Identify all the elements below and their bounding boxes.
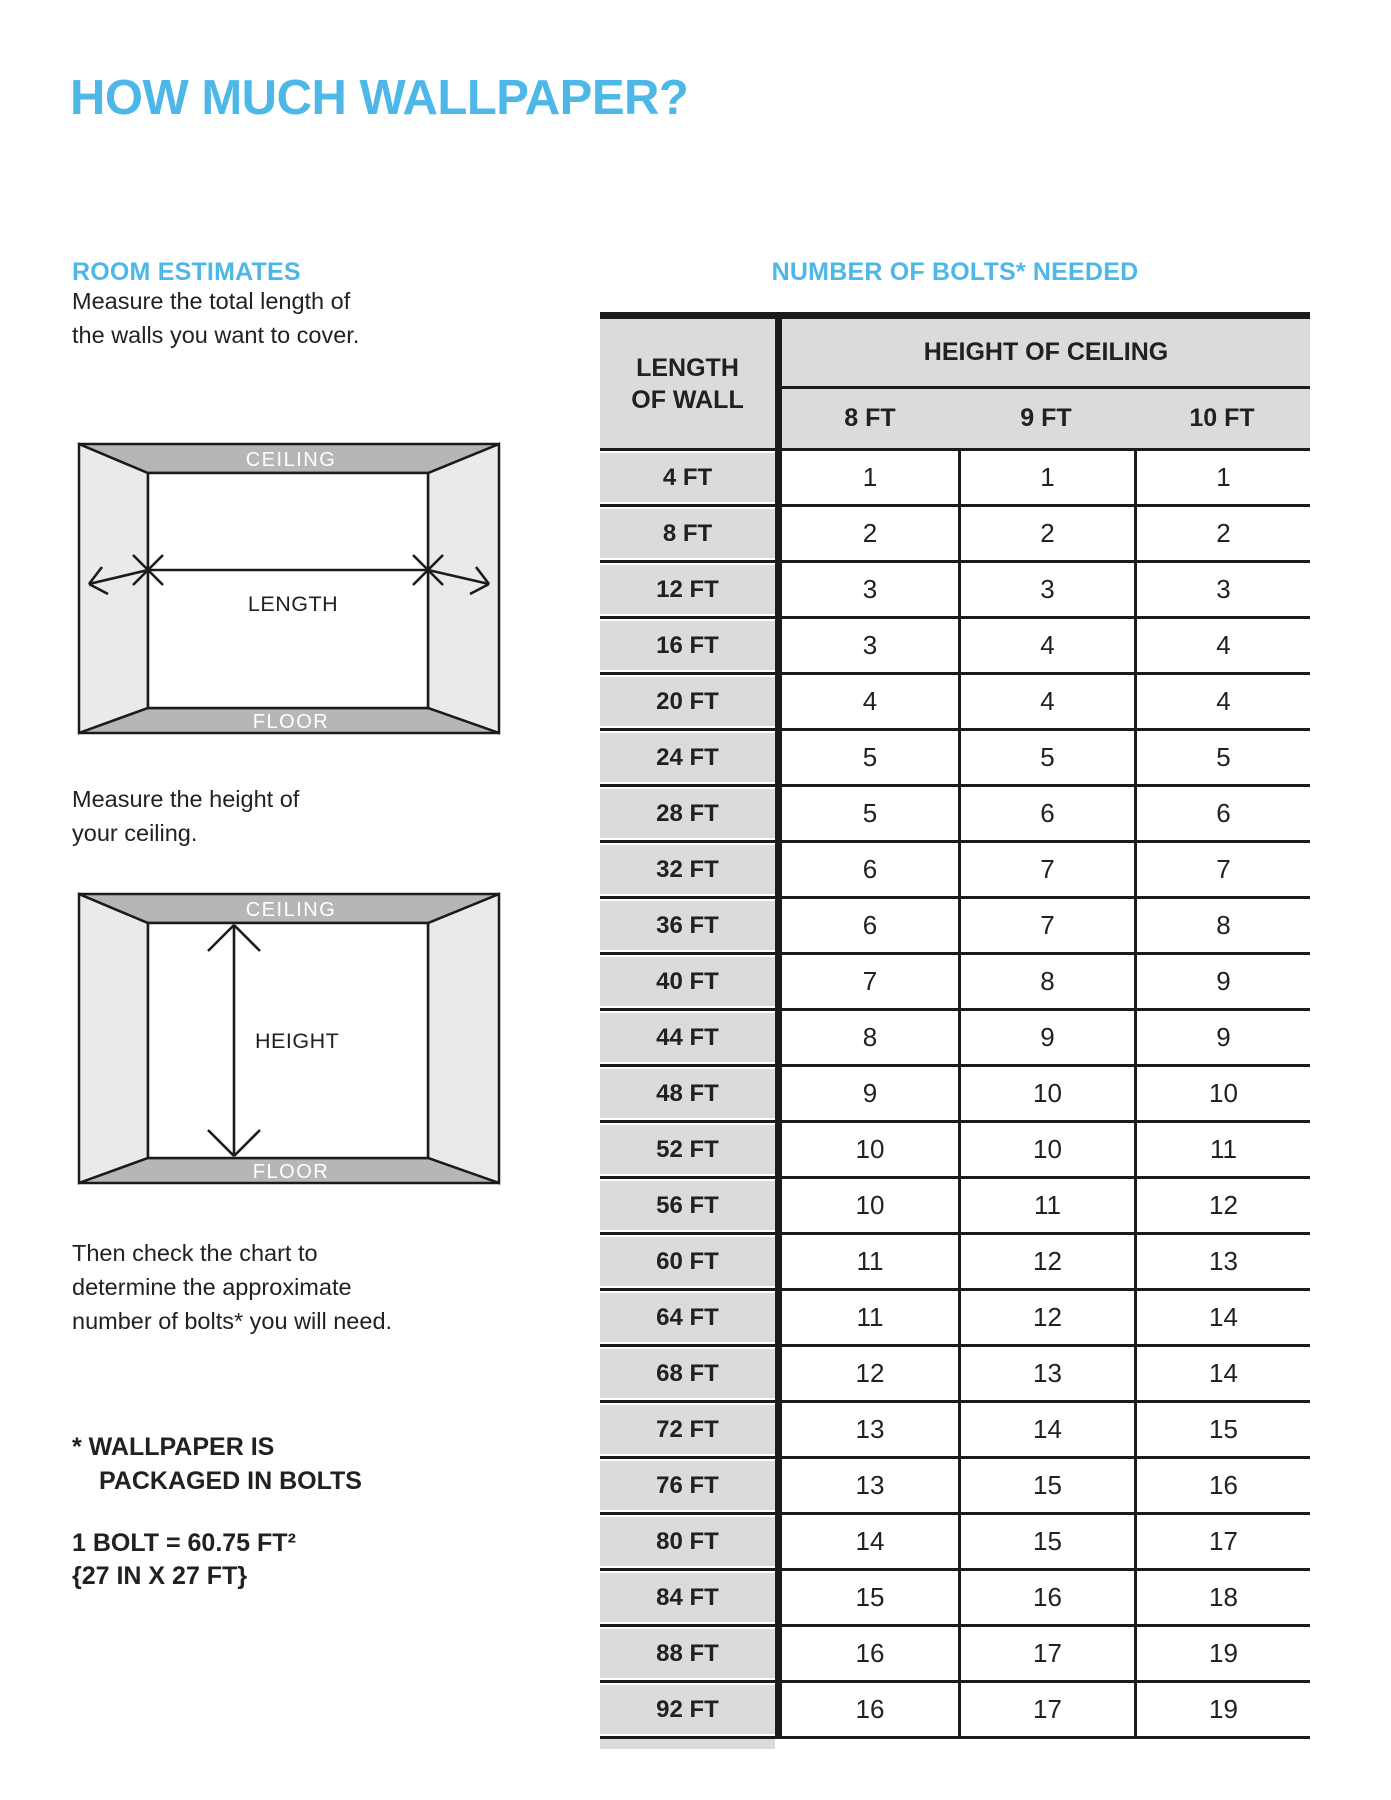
room-left-wall — [79, 894, 148, 1183]
table-row — [600, 1232, 1310, 1288]
table-row — [600, 504, 1310, 560]
bolts-value-cell: 17 — [958, 1683, 1134, 1736]
bolt-table-body — [600, 448, 1310, 1736]
table-vertical-divider — [775, 1291, 782, 1344]
table-vertical-divider — [775, 843, 782, 896]
column-headers — [782, 319, 1310, 448]
wall-length-cell: 48 FT — [600, 1067, 775, 1120]
bolts-value-cell: 11 — [958, 1179, 1134, 1232]
wall-length-cell: 12 FT — [600, 563, 775, 616]
length-label: LENGTH — [247, 592, 339, 616]
bolts-value-cell: 8 — [782, 1011, 958, 1064]
bolts-value-cell: 13 — [958, 1347, 1134, 1400]
table-row — [600, 616, 1310, 672]
bolts-value-cell: 6 — [958, 787, 1134, 840]
bolts-value-cell: 3 — [958, 563, 1134, 616]
table-header — [600, 319, 1310, 448]
table-vertical-divider — [775, 1123, 782, 1176]
bolts-value-cell: 12 — [1134, 1179, 1310, 1232]
table-row — [600, 840, 1310, 896]
table-row — [600, 896, 1310, 952]
bolts-value-cell: 19 — [1134, 1683, 1310, 1736]
bolts-value-cell: 2 — [958, 507, 1134, 560]
bolts-value-cell: 10 — [782, 1179, 958, 1232]
instruction-line: Then check the chart to — [72, 1240, 318, 1266]
table-row — [600, 1680, 1310, 1736]
table-vertical-divider — [775, 1347, 782, 1400]
wall-length-cell: 88 FT — [600, 1627, 775, 1680]
floor-label: FLOOR — [252, 1161, 330, 1183]
bolts-value-cell: 10 — [782, 1123, 958, 1176]
bolts-value-cell: 3 — [782, 619, 958, 672]
room-backwall-border — [148, 473, 428, 708]
bolts-value-cell: 13 — [782, 1403, 958, 1456]
bolts-value-cell: 5 — [1134, 731, 1310, 784]
bolts-value-cell: 2 — [1134, 507, 1310, 560]
wall-length-cell: 80 FT — [600, 1515, 775, 1568]
bolts-value-cell: 16 — [782, 1627, 958, 1680]
bolts-value-cell: 17 — [1134, 1515, 1310, 1568]
table-row — [600, 1344, 1310, 1400]
table-vertical-divider — [775, 1459, 782, 1512]
bolts-value-cell: 14 — [782, 1515, 958, 1568]
bolts-value-cell: 16 — [958, 1571, 1134, 1624]
bolts-needed-heading: NUMBER OF BOLTS* NEEDED — [771, 258, 1139, 286]
bolts-value-cell: 8 — [1134, 899, 1310, 952]
footnote-line: * WALLPAPER IS — [72, 1433, 275, 1461]
bolts-value-cell: 12 — [958, 1291, 1134, 1344]
bolts-value-cell: 9 — [1134, 955, 1310, 1008]
wall-length-cell: 4 FT — [600, 451, 775, 504]
bolts-value-cell: 9 — [782, 1067, 958, 1120]
bolts-value-cell: 1 — [782, 451, 958, 504]
table-vertical-divider — [775, 1515, 782, 1568]
bolts-value-cell: 4 — [1134, 675, 1310, 728]
table-vertical-divider — [775, 507, 782, 560]
room-length-diagram — [73, 438, 505, 739]
wall-length-cell: 36 FT — [600, 899, 775, 952]
bolts-value-cell: 14 — [958, 1403, 1134, 1456]
bolts-value-cell: 3 — [1134, 563, 1310, 616]
bolts-value-cell: 15 — [958, 1515, 1134, 1568]
ceiling-label: CEILING — [245, 449, 337, 471]
bolts-value-cell: 10 — [958, 1123, 1134, 1176]
room-estimates-heading: ROOM ESTIMATES — [72, 258, 301, 286]
table-row — [600, 448, 1310, 504]
instruction-line: Measure the height of — [72, 786, 300, 812]
wall-length-cell: 92 FT — [600, 1683, 775, 1736]
bolts-value-cell: 2 — [782, 507, 958, 560]
bolts-value-cell: 8 — [958, 955, 1134, 1008]
col-header-10ft: 10 FT — [1189, 404, 1255, 432]
wall-length-cell: 8 FT — [600, 507, 775, 560]
bolts-value-cell: 7 — [958, 843, 1134, 896]
table-row — [600, 1624, 1310, 1680]
bolts-value-cell: 6 — [1134, 787, 1310, 840]
table-vertical-divider — [775, 451, 782, 504]
table-vertical-divider — [775, 787, 782, 840]
room-right-wall — [428, 444, 499, 733]
table-vertical-divider — [775, 1235, 782, 1288]
bolts-table — [600, 312, 1310, 1749]
wall-length-cell: 76 FT — [600, 1459, 775, 1512]
row-group-header — [600, 319, 775, 448]
table-row — [600, 784, 1310, 840]
table-top-border — [600, 312, 1310, 319]
wall-length-cell: 60 FT — [600, 1235, 775, 1288]
instruction-measure-height — [72, 782, 299, 850]
bolts-value-cell: 14 — [1134, 1291, 1310, 1344]
table-row — [600, 560, 1310, 616]
wall-length-cell: 16 FT — [600, 619, 775, 672]
bolts-value-cell: 13 — [1134, 1235, 1310, 1288]
bolts-value-cell: 14 — [1134, 1347, 1310, 1400]
bolts-value-cell: 9 — [958, 1011, 1134, 1064]
bolts-value-cell: 15 — [958, 1459, 1134, 1512]
table-vertical-divider — [775, 319, 782, 448]
instruction-line: your ceiling. — [72, 820, 198, 846]
bolts-value-cell: 4 — [782, 675, 958, 728]
table-vertical-divider — [775, 1011, 782, 1064]
bolts-value-cell: 9 — [1134, 1011, 1310, 1064]
bolt-size-line: {27 IN X 27 FT} — [72, 1562, 248, 1590]
room-left-wall — [79, 444, 148, 733]
instruction-measure-length — [72, 284, 359, 352]
wall-length-cell: 52 FT — [600, 1123, 775, 1176]
bolts-value-cell: 17 — [958, 1627, 1134, 1680]
table-row — [600, 1512, 1310, 1568]
wall-length-cell: 72 FT — [600, 1403, 775, 1456]
table-row — [600, 1400, 1310, 1456]
wall-length-cell: 24 FT — [600, 731, 775, 784]
bolt-size-line: 1 BOLT = 60.75 FT² — [72, 1529, 296, 1557]
bolts-value-cell: 11 — [782, 1235, 958, 1288]
bolts-value-cell: 12 — [958, 1235, 1134, 1288]
bolts-value-cell: 12 — [782, 1347, 958, 1400]
wall-length-cell: 84 FT — [600, 1571, 775, 1624]
height-label: HEIGHT — [255, 1029, 340, 1053]
bolts-value-cell: 3 — [782, 563, 958, 616]
bolts-value-cell: 4 — [958, 619, 1134, 672]
row-group-header-line: OF WALL — [631, 385, 744, 414]
instruction-line: the walls you want to cover. — [72, 322, 360, 348]
bolts-value-cell: 5 — [782, 787, 958, 840]
table-row — [600, 1064, 1310, 1120]
bolts-value-cell: 18 — [1134, 1571, 1310, 1624]
table-row — [600, 1456, 1310, 1512]
room-height-diagram — [73, 888, 505, 1189]
bolts-value-cell: 15 — [1134, 1403, 1310, 1456]
table-vertical-divider — [775, 619, 782, 672]
floor-label: FLOOR — [252, 711, 330, 733]
bolts-value-cell: 10 — [958, 1067, 1134, 1120]
wall-length-cell: 64 FT — [600, 1291, 775, 1344]
bolts-value-cell: 7 — [1134, 843, 1310, 896]
wall-length-cell: 40 FT — [600, 955, 775, 1008]
table-vertical-divider — [775, 1403, 782, 1456]
bolts-value-cell: 7 — [782, 955, 958, 1008]
table-vertical-divider — [775, 899, 782, 952]
table-vertical-divider — [775, 1683, 782, 1736]
table-row — [600, 728, 1310, 784]
table-row — [600, 672, 1310, 728]
wall-length-cell: 56 FT — [600, 1179, 775, 1232]
row-group-header-line: LENGTH — [636, 353, 739, 382]
bolts-value-cell: 11 — [1134, 1123, 1310, 1176]
instruction-line: determine the approximate — [72, 1274, 352, 1300]
table-row — [600, 1176, 1310, 1232]
bolts-value-cell: 16 — [1134, 1459, 1310, 1512]
wall-length-cell: 20 FT — [600, 675, 775, 728]
bolts-value-cell: 1 — [958, 451, 1134, 504]
bolts-value-cell: 19 — [1134, 1627, 1310, 1680]
table-row — [600, 1008, 1310, 1064]
footnote-line: PACKAGED IN BOLTS — [99, 1467, 362, 1495]
bolts-value-cell: 1 — [1134, 451, 1310, 504]
bolts-value-cell: 4 — [1134, 619, 1310, 672]
wall-length-cell: 68 FT — [600, 1347, 775, 1400]
page-title: HOW MUCH WALLPAPER? — [70, 71, 689, 125]
table-vertical-divider — [775, 1067, 782, 1120]
col-header-8ft: 8 FT — [844, 404, 896, 432]
instruction-line: Measure the total length of — [72, 288, 351, 314]
table-row — [600, 1568, 1310, 1624]
bolts-value-cell: 5 — [782, 731, 958, 784]
bolts-value-cell: 6 — [782, 899, 958, 952]
room-right-wall — [428, 894, 499, 1183]
bolt-size-note — [72, 1527, 296, 1593]
wall-length-cell: 28 FT — [600, 787, 775, 840]
instruction-check-chart — [72, 1236, 392, 1338]
table-vertical-divider — [775, 731, 782, 784]
table-row — [600, 1120, 1310, 1176]
bolts-value-cell: 13 — [782, 1459, 958, 1512]
table-vertical-divider — [775, 1179, 782, 1232]
column-group-header: HEIGHT OF CEILING — [782, 319, 1310, 389]
table-vertical-divider — [775, 955, 782, 1008]
column-subheaders — [782, 389, 1310, 448]
table-vertical-divider — [775, 1627, 782, 1680]
wall-length-cell: 32 FT — [600, 843, 775, 896]
table-vertical-divider — [775, 1571, 782, 1624]
bolts-value-cell: 16 — [782, 1683, 958, 1736]
bolts-value-cell: 5 — [958, 731, 1134, 784]
bolts-value-cell: 4 — [958, 675, 1134, 728]
wall-length-cell: 44 FT — [600, 1011, 775, 1064]
bolts-value-cell: 6 — [782, 843, 958, 896]
table-row — [600, 952, 1310, 1008]
table-vertical-divider — [775, 563, 782, 616]
bolts-value-cell: 10 — [1134, 1067, 1310, 1120]
ceiling-label: CEILING — [245, 899, 337, 921]
bolts-value-cell: 11 — [782, 1291, 958, 1344]
col-header-9ft: 9 FT — [1020, 404, 1072, 432]
table-vertical-divider — [775, 675, 782, 728]
table-row — [600, 1288, 1310, 1344]
table-gray-tab — [600, 1739, 775, 1749]
bolts-value-cell: 7 — [958, 899, 1134, 952]
bolts-value-cell: 15 — [782, 1571, 958, 1624]
instruction-line: number of bolts* you will need. — [72, 1308, 393, 1334]
wallpaper-bolts-footnote — [72, 1430, 362, 1498]
